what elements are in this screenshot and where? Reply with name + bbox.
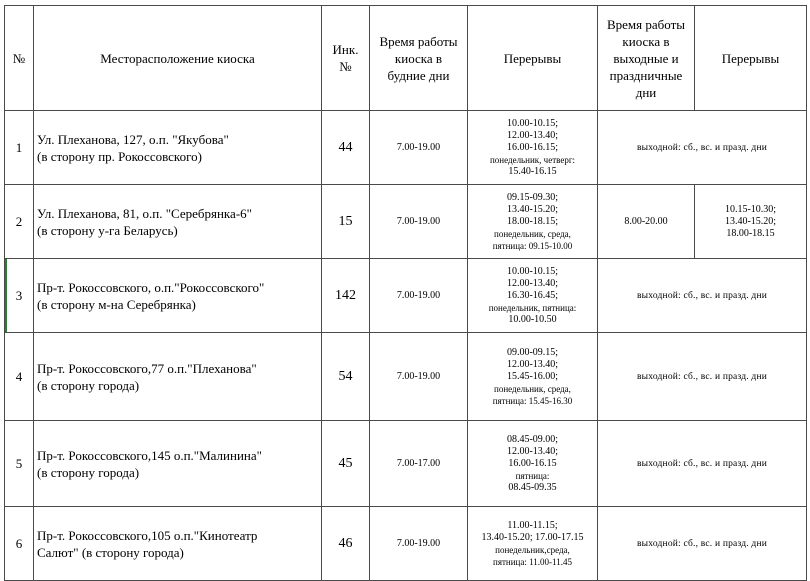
- header-inventory[interactable]: [322, 6, 370, 111]
- break-line: 08.45-09.35: [508, 481, 557, 493]
- break-line: пятница: 15.45-16.30: [492, 395, 573, 406]
- break-line: понедельник, среда,: [494, 228, 571, 239]
- cell-inventory[interactable]: 46: [322, 507, 370, 581]
- header-weekend-breaks[interactable]: Перерывы: [695, 6, 807, 111]
- cell-inventory[interactable]: 15: [322, 185, 370, 259]
- cell-breaks[interactable]: [468, 111, 598, 185]
- break-line: пятница: 11.00-11.45: [493, 556, 572, 567]
- break-line: 12.00-13.40;: [506, 358, 559, 370]
- cell-weekend-hours[interactable]: 8.00-20.00: [598, 185, 695, 259]
- break-line: 16.30-16.45;: [506, 289, 559, 301]
- header-weekend-line: выходные и: [613, 50, 679, 66]
- table-row: [5, 185, 807, 259]
- cell-inventory[interactable]: 44: [322, 111, 370, 185]
- break-line: 15.40-16.15: [508, 165, 557, 177]
- cell-inventory[interactable]: 142: [322, 259, 370, 333]
- header-inventory-line: №: [339, 59, 352, 74]
- header-inventory-line: Инк.: [332, 42, 359, 57]
- location-line: Пр-т. Рокоссовского,145 о.п."Малинина": [37, 447, 262, 463]
- location-line: Пр-т. Рокоссовского,77 о.п."Плеханова": [37, 360, 257, 376]
- break-line: 12.00-13.40;: [506, 277, 559, 289]
- cell-location[interactable]: [34, 259, 322, 333]
- location-line: (в сторону пр. Рокоссовского): [37, 148, 202, 164]
- header-weekday-line: Время работы: [379, 33, 458, 49]
- cell-weekday-hours[interactable]: 7.00-19.00: [370, 333, 468, 421]
- cell-location[interactable]: [34, 507, 322, 581]
- break-line: понедельник, пятница:: [488, 302, 577, 313]
- table-row: [5, 333, 807, 421]
- break-line: 13.40-15.20;: [506, 203, 559, 215]
- cell-weekday-hours[interactable]: 7.00-19.00: [370, 507, 468, 581]
- cell-location[interactable]: [34, 421, 322, 507]
- break-line: 08.45-09.00;: [506, 433, 559, 445]
- break-line: 18.00-18.15;: [506, 215, 559, 227]
- location-line: Ул. Плеханова, 81, о.п. "Серебрянка-6": [37, 205, 252, 221]
- cell-weekend-breaks[interactable]: [695, 185, 807, 259]
- break-line: 15.45-16.00;: [506, 370, 559, 382]
- header-weekend-line: дни: [635, 84, 657, 100]
- break-line: 16.00-16.15;: [506, 141, 559, 153]
- header-weekday-line: киоска в: [394, 50, 443, 66]
- cell-num[interactable]: 5: [5, 421, 34, 507]
- break-line: 11.00-11.15;: [507, 519, 558, 531]
- break-line: 16.00-16.15: [508, 457, 557, 469]
- location-line: (в сторону м-на Серебрянка): [37, 296, 196, 312]
- header-weekend-hours[interactable]: [598, 6, 695, 111]
- header-weekend-line: праздничные: [609, 67, 683, 83]
- location-line: (в сторону города): [37, 377, 140, 393]
- cell-weekend-off[interactable]: выходной: сб., вс. и празд. дни: [598, 507, 807, 581]
- cell-weekday-hours[interactable]: 7.00-19.00: [370, 259, 468, 333]
- cell-num[interactable]: 2: [5, 185, 34, 259]
- header-weekday-hours[interactable]: [370, 6, 468, 111]
- cell-num[interactable]: 6: [5, 507, 34, 581]
- weekend-break-line: 18.00-18.15: [726, 227, 775, 239]
- break-line: 13.40-15.20; 17.00-17.15: [481, 531, 584, 543]
- break-line: 10.00-10.15;: [506, 117, 559, 129]
- break-line: пятница:: [515, 470, 550, 481]
- header-row: [5, 6, 807, 111]
- break-line: 09.00-09.15;: [506, 346, 559, 358]
- cell-weekday-hours[interactable]: 7.00-19.00: [370, 111, 468, 185]
- break-line: 10.00-10.15;: [506, 265, 559, 277]
- break-line: 12.00-13.40;: [506, 129, 559, 141]
- cell-weekday-hours[interactable]: 7.00-17.00: [370, 421, 468, 507]
- cell-breaks[interactable]: [468, 507, 598, 581]
- location-line: Пр-т. Рокоссовского,105 о.п."Кинотеатр: [37, 527, 258, 543]
- table-row: [5, 507, 807, 581]
- break-line: понедельник, среда,: [494, 383, 571, 394]
- cell-location[interactable]: [34, 333, 322, 421]
- break-line: понедельник, четверг:: [489, 154, 576, 165]
- break-line: 12.00-13.40;: [506, 445, 559, 457]
- break-line: 09.15-09.30;: [506, 191, 559, 203]
- cell-location[interactable]: [34, 185, 322, 259]
- cell-weekend-off[interactable]: выходной: сб., вс. и празд. дни: [598, 421, 807, 507]
- cell-inventory[interactable]: 45: [322, 421, 370, 507]
- header-weekday-line: будние дни: [387, 67, 450, 83]
- table-row: [5, 111, 807, 185]
- cell-num[interactable]: 1: [5, 111, 34, 185]
- header-num[interactable]: №: [5, 6, 34, 111]
- cell-breaks[interactable]: [468, 333, 598, 421]
- cell-location[interactable]: [34, 111, 322, 185]
- cell-num[interactable]: 4: [5, 333, 34, 421]
- kiosk-schedule-table: [4, 5, 807, 581]
- cell-weekend-off[interactable]: выходной: сб., вс. и празд. дни: [598, 333, 807, 421]
- cell-weekend-off[interactable]: выходной: сб., вс. и празд. дни: [598, 259, 807, 333]
- cell-breaks[interactable]: [468, 259, 598, 333]
- table-row: [5, 259, 807, 333]
- location-line: Пр-т. Рокоссовского, о.п."Рокоссовского": [37, 279, 265, 295]
- cell-breaks[interactable]: [468, 421, 598, 507]
- cell-weekday-hours[interactable]: 7.00-19.00: [370, 185, 468, 259]
- header-location[interactable]: Месторасположение киоска: [34, 6, 322, 111]
- weekend-break-line: 13.40-15.20;: [724, 215, 777, 227]
- location-line: Салют" (в сторону города): [37, 544, 184, 560]
- weekend-break-line: 10.15-10.30;: [724, 203, 777, 215]
- header-weekend-line: Время работы: [606, 16, 686, 32]
- location-line: Ул. Плеханова, 127, о.п. "Якубова": [37, 131, 229, 147]
- cell-breaks[interactable]: [468, 185, 598, 259]
- header-breaks[interactable]: Перерывы: [468, 6, 598, 111]
- break-line: понедельник,среда,: [495, 544, 570, 555]
- break-line: 10.00-10.50: [508, 313, 557, 325]
- table-row: [5, 421, 807, 507]
- header-weekend-line: киоска в: [622, 33, 670, 49]
- cell-num[interactable]: 3: [5, 259, 34, 333]
- location-line: (в сторону города): [37, 464, 140, 480]
- break-line: пятница: 09.15-10.00: [492, 240, 573, 251]
- location-line: (в сторону у-га Беларусь): [37, 222, 178, 238]
- cell-weekend-off[interactable]: выходной: сб., вс. и празд. дни: [598, 111, 807, 185]
- cell-inventory[interactable]: 54: [322, 333, 370, 421]
